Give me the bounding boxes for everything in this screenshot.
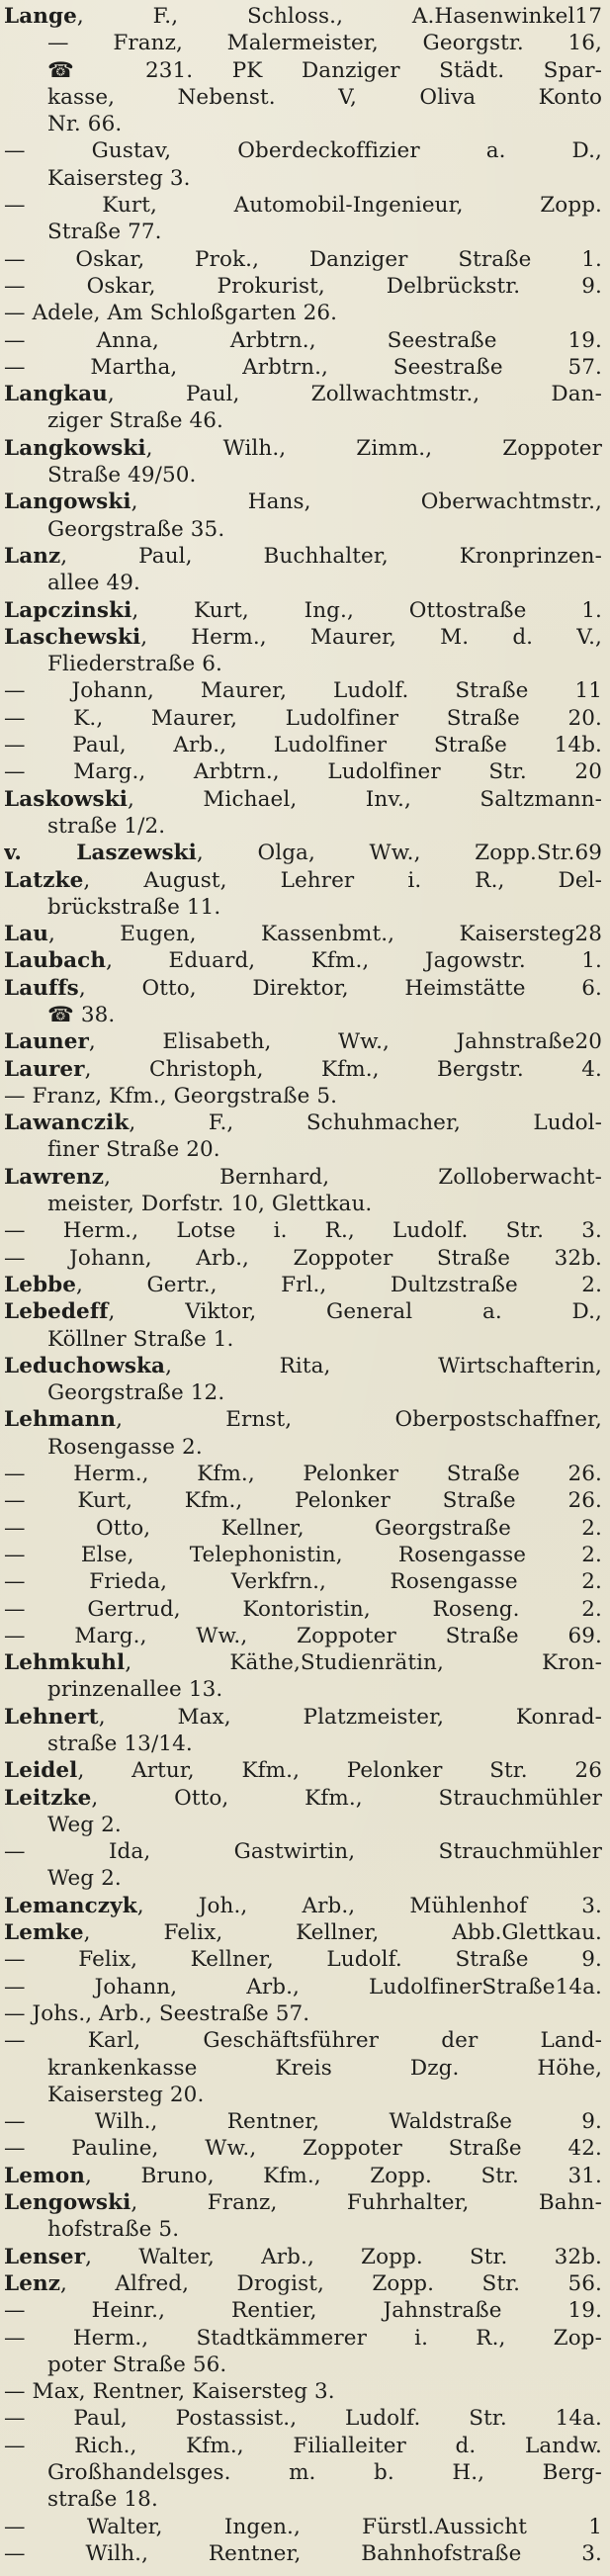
entry-surname: Laskowski xyxy=(4,786,128,812)
entry-details: , Eduard, Kfm., Jagowstr. 1. xyxy=(106,948,602,974)
entry-details: , Viktor, General a. D., xyxy=(108,1299,602,1325)
entry-first-line: — Pauline, Ww., Zoppoter Straße 42. xyxy=(4,2136,602,2162)
entry-first-line xyxy=(4,1649,602,1676)
entry-first-line xyxy=(4,1406,602,1433)
directory-entry xyxy=(4,705,602,732)
entry-continuation-line: hofstraße 5. xyxy=(47,2217,180,2243)
entry-first-line xyxy=(4,1757,602,1784)
entry-surname: Laubach xyxy=(4,948,107,974)
entry-details: , Paul, Zollwachtmstr., Dan- xyxy=(107,382,602,407)
entry-surname: Leduchowska xyxy=(4,1353,166,1378)
entry-first-line xyxy=(4,1353,602,1379)
directory-entry xyxy=(4,1406,602,1461)
entry-surname: Lebbe xyxy=(4,1272,77,1297)
directory-entry xyxy=(4,246,602,273)
entry-continuation-line: — Franz, Malermeister, Georgstr. 16, xyxy=(47,31,602,56)
directory-entry xyxy=(4,1704,602,1758)
entry-details: , Bernhard, Zolloberwacht- xyxy=(104,1164,602,1190)
entry-surname: Lengowski xyxy=(4,2190,131,2216)
entry-continuation-line: Georgstraße 35. xyxy=(47,516,225,542)
directory-entry xyxy=(4,947,602,974)
entry-first-line: — Karl, Geschäftsführer der Land- xyxy=(4,2028,602,2054)
directory-entry xyxy=(4,1487,602,1514)
entry-continuation-line: Nr. 66. xyxy=(47,112,123,137)
entry-details: , Wilh., Zimm., Zoppoter xyxy=(145,435,602,461)
entry-first-line: — Herm., Lotse i. R., Ludolf. Str. 3. xyxy=(4,1218,602,1244)
entry-first-line: — Heinr., Rentier, Jahnstraße 19. xyxy=(4,2298,602,2324)
entry-details: , Kurt, Ing., Ottostraße 1. xyxy=(131,597,602,623)
entry-surname: Leitzke xyxy=(4,1785,92,1811)
directory-entry xyxy=(4,273,602,300)
directory-entry xyxy=(4,1272,602,1298)
entry-first-line xyxy=(4,2163,602,2189)
entry-first-line: — Gustav, Oberdeckoffizier a. D., xyxy=(4,138,602,164)
directory-entry xyxy=(4,1353,602,1407)
directory-entry xyxy=(4,2163,602,2189)
entry-surname: Latzke xyxy=(4,867,84,893)
entry-first-line xyxy=(4,543,602,570)
entry-continuation-line: Fliederstraße 6. xyxy=(47,652,222,677)
entry-continuation-line: ☎ 38. xyxy=(47,1002,116,1027)
directory-entry xyxy=(4,354,602,381)
directory-entry xyxy=(4,1056,602,1083)
entry-first-line: — Gertrud, Kontoristin, Roseng. 2. xyxy=(4,1596,602,1622)
directory-entry xyxy=(4,1785,602,1839)
entry-details: , Rita, Wirtschafterin, xyxy=(165,1353,602,1378)
entry-first-line: — Oskar, Prokurist, Delbrückstr. 9. xyxy=(4,273,602,299)
entry-first-line: — Anna, Arbtrn., Seestraße 19. xyxy=(4,327,602,353)
entry-surname: Lemanczyk xyxy=(4,1893,137,1918)
directory-entry xyxy=(4,1083,602,1110)
directory-entry xyxy=(4,1596,602,1623)
entry-continuation-line: allee 49. xyxy=(47,571,140,596)
directory-entry xyxy=(4,300,602,326)
directory-entry xyxy=(4,2000,602,2027)
directory-entry xyxy=(4,1542,602,1568)
entry-first-line xyxy=(4,3,602,30)
entry-first-line: — Walter, Ingen., Fürstl.Aussicht 1 xyxy=(4,2514,602,2539)
directory-entry xyxy=(4,192,602,246)
entry-first-line: — Herm., Kfm., Pelonker Straße 26. xyxy=(4,1462,602,1487)
entry-first-line: — Else, Telephonistin, Rosengasse 2. xyxy=(4,1542,602,1567)
entry-details: , Bruno, Kfm., Zopp. Str. 31. xyxy=(85,2163,602,2188)
entry-first-line: — Felix, Kellner, Ludolf. Straße 9. xyxy=(4,1947,602,1973)
entry-details: , Felix, Kellner, Abb.Glettkau. xyxy=(83,1920,602,1946)
directory-entry xyxy=(4,786,602,841)
entry-first-line: — Adele, Am Schloßgarten 26. xyxy=(4,301,338,326)
directory-entry xyxy=(4,921,602,947)
entry-continuation-line: Köllner Straße 1. xyxy=(47,1326,234,1352)
entry-surname: Langowski xyxy=(4,489,131,515)
entry-first-line xyxy=(4,1110,602,1136)
entry-first-line: — Wilh., Rentner, Bahnhofstraße 3. xyxy=(4,2540,602,2566)
entry-continuation-line: ziger Straße 46. xyxy=(47,408,223,434)
entry-details: , Herm., Maurer, M. d. V., xyxy=(140,624,602,650)
entry-first-line xyxy=(4,489,602,515)
entry-surname: Laschewski xyxy=(4,624,141,650)
entry-surname: Lau xyxy=(4,922,48,947)
directory-entry xyxy=(4,2189,602,2244)
entry-first-line xyxy=(4,435,602,462)
entry-first-line xyxy=(4,2244,602,2270)
entry-surname: Lebedeff xyxy=(4,1299,109,1325)
entry-details: , Eugen, Kassenbmt., Kaisersteg28 xyxy=(47,922,602,947)
entry-surname: Leidel xyxy=(4,1758,78,1784)
directory-entry xyxy=(4,758,602,785)
entry-surname: Lehmkuhl xyxy=(4,1650,126,1676)
entry-first-line xyxy=(4,1785,602,1812)
directory-entry xyxy=(4,1946,602,1973)
entry-surname: Lanz xyxy=(4,543,61,569)
directory-entry xyxy=(4,2405,602,2432)
directory-entry xyxy=(4,1893,602,1919)
directory-entry xyxy=(4,489,602,543)
entry-surname: Launer xyxy=(4,1029,89,1055)
entry-details: , Käthe,Studienrätin, Kron- xyxy=(125,1650,602,1676)
entry-continuation-line: poter Straße 56. xyxy=(47,2352,227,2377)
entry-first-line: — Oskar, Prok., Danziger Straße 1. xyxy=(4,246,602,272)
directory-entry xyxy=(4,1110,602,1164)
entry-first-line: — Johann, Maurer, Ludolf. Straße 11 xyxy=(4,678,602,704)
directory-entry xyxy=(4,1515,602,1542)
entry-details: , August, Lehrer i. R., Del- xyxy=(83,867,602,893)
entry-details: , Gertr., Frl., Dultzstraße 2. xyxy=(76,1272,602,1297)
directory-entry xyxy=(4,1919,602,1946)
entry-first-line: — Franz, Kfm., Georgstraße 5. xyxy=(4,1083,338,1109)
directory-entry xyxy=(4,1838,602,1893)
entry-surname: Lenser xyxy=(4,2244,86,2269)
entry-continuation-line: straße 18. xyxy=(47,2487,158,2513)
directory-entry xyxy=(4,2433,602,2514)
entry-continuation-line: meister, Dorfstr. 10, Glettkau. xyxy=(47,1192,373,1217)
entry-surname: Laurer xyxy=(4,1056,85,1082)
entry-first-line xyxy=(4,1056,602,1083)
entry-continuation-line: Straße 77. xyxy=(47,220,162,245)
entry-surname: Lemon xyxy=(4,2163,86,2188)
directory-entry xyxy=(4,1298,602,1353)
entry-details: , F., Schuhmacher, Ludol- xyxy=(129,1110,602,1136)
entry-details: , Max, Platzmeister, Konrad- xyxy=(98,1704,602,1730)
entry-first-line xyxy=(4,381,602,407)
entry-details: , Michael, Inv., Saltzmann- xyxy=(127,786,602,812)
directory-entry xyxy=(4,1623,602,1649)
entry-first-line xyxy=(4,947,602,974)
entry-first-line xyxy=(4,921,602,947)
entry-continuation-line: Straße 49/50. xyxy=(47,463,197,489)
entry-continuation-line: krankenkasse Kreis Dzg. Höhe, xyxy=(47,2055,602,2081)
directory-entry xyxy=(4,327,602,354)
entry-first-line: — Marg., Ww., Zoppoter Straße 69. xyxy=(4,1623,602,1648)
directory-entry xyxy=(4,732,602,758)
entry-surname: Lehmann xyxy=(4,1407,117,1433)
directory-entry xyxy=(4,3,602,137)
entry-surname: Langkau xyxy=(4,382,108,407)
entry-details: , Ernst, Oberpostschaffner, xyxy=(116,1407,602,1433)
entry-continuation-line: straße 1/2. xyxy=(47,813,166,839)
entry-details: , Elisabeth, Ww., Jahnstraße20 xyxy=(88,1029,602,1055)
entry-continuation-line: prinzenallee 13. xyxy=(47,1677,223,1703)
directory-entry xyxy=(4,435,602,489)
entry-first-line: — K., Maurer, Ludolfiner Straße 20. xyxy=(4,705,602,731)
entry-surname: Lawrenz xyxy=(4,1164,105,1190)
entry-continuation-line: straße 13/14. xyxy=(47,1732,193,1756)
entry-first-line: — Frieda, Verkfrn., Rosengasse 2. xyxy=(4,1569,602,1595)
entry-first-line: — Kurt, Kfm., Pelonker Straße 26. xyxy=(4,1488,602,1514)
entry-details: , Franz, Fuhrhalter, Bahn- xyxy=(131,2190,602,2216)
entry-continuation-line: Weg 2. xyxy=(47,1866,122,1892)
entry-details: , Olga, Ww., Zopp.Str.69 xyxy=(196,841,602,866)
entry-continuation-line: Großhandelsges. m. b. H., Berg- xyxy=(47,2460,602,2486)
entry-first-line xyxy=(4,597,602,624)
entry-first-line: — Ida, Gastwirtin, Strauchmühler xyxy=(4,1839,602,1865)
entry-first-line: — Paul, Postassist., Ludolf. Str. 14a. xyxy=(4,2406,602,2432)
entry-first-line xyxy=(4,1164,602,1191)
entry-surname: Lemke xyxy=(4,1920,84,1946)
directory-entry xyxy=(4,2270,602,2297)
entry-first-line: — Johann, Arb., LudolfinerStraße14a. xyxy=(4,1974,602,1999)
directory-entry xyxy=(4,2244,602,2270)
directory-entry xyxy=(4,137,602,192)
entry-details: , Hans, Oberwachtmstr., xyxy=(131,489,602,515)
entry-continuation-line: Georgstraße 12. xyxy=(47,1380,225,1406)
directory-entry xyxy=(4,1649,602,1704)
directory-entry xyxy=(4,2108,602,2135)
entry-first-line xyxy=(4,840,602,866)
directory-entry xyxy=(4,624,602,678)
entry-first-line xyxy=(4,1028,602,1055)
entry-surname: Lawanczik xyxy=(4,1110,130,1136)
entry-first-line xyxy=(4,786,602,813)
entry-surname: Lauffs xyxy=(4,975,79,1001)
entry-first-line xyxy=(4,2270,602,2297)
entry-first-line xyxy=(4,1704,602,1731)
directory-entry xyxy=(4,1974,602,2000)
directory-entry xyxy=(4,1461,602,1487)
directory-entry xyxy=(4,2297,602,2324)
entry-continuation-line: brückstraße 11. xyxy=(47,894,221,920)
directory-entry xyxy=(4,975,602,1029)
entry-first-line xyxy=(4,624,602,651)
entry-surname: v. Laszewski xyxy=(4,841,197,866)
entry-details: , Christoph, Kfm., Bergstr. 4. xyxy=(84,1056,602,1082)
entry-first-line xyxy=(4,1298,602,1325)
directory-entry xyxy=(4,2378,602,2405)
directory-entry xyxy=(4,2135,602,2162)
entry-details: , Otto, Direktor, Heimstätte 6. xyxy=(78,975,602,1001)
directory-entry xyxy=(4,1028,602,1055)
directory-entry xyxy=(4,2540,602,2567)
directory-entry xyxy=(4,1164,602,1218)
directory-entry xyxy=(4,1217,602,1244)
entry-first-line: — Herm., Stadtkämmerer i. R., Zop- xyxy=(4,2325,602,2351)
entry-first-line: — Marg., Arbtrn., Ludolfiner Str. 20 xyxy=(4,759,602,785)
directory-entry xyxy=(4,1245,602,1272)
entry-continuation-line: Weg 2. xyxy=(47,1812,122,1837)
entry-first-line xyxy=(4,1919,602,1946)
entry-first-line: — Johann, Arb., Zoppoter Straße 32b. xyxy=(4,1245,602,1271)
directory-entry xyxy=(4,2027,602,2108)
entry-first-line: — Kurt, Automobil-Ingenieur, Zopp. xyxy=(4,193,602,219)
entry-continuation-line: finer Straße 20. xyxy=(47,1137,220,1163)
entry-continuation-line: Kaisersteg 20. xyxy=(47,2082,205,2107)
directory-entry xyxy=(4,840,602,866)
entry-first-line: — Rich., Kfm., Filialleiter d. Landw. xyxy=(4,2433,602,2458)
entry-details: , Artur, Kfm., Pelonker Str. 26 xyxy=(77,1758,602,1784)
entry-details: , Otto, Kfm., Strauchmühler xyxy=(91,1785,602,1811)
entry-details: , Walter, Arb., Zopp. Str. 32b. xyxy=(85,2244,602,2269)
entry-first-line: — Otto, Kellner, Georgstraße 2. xyxy=(4,1515,602,1541)
directory-entry xyxy=(4,2325,602,2379)
entry-first-line xyxy=(4,975,602,1002)
entry-surname: Lange xyxy=(4,4,77,29)
directory-entry xyxy=(4,867,602,922)
entry-surname: Lehnert xyxy=(4,1704,99,1730)
entry-first-line xyxy=(4,1272,602,1298)
entry-details: , Paul, Buchhalter, Kronprinzen- xyxy=(60,543,602,569)
entry-surname: Lapczinski xyxy=(4,597,132,623)
entry-continuation-line: ☎ 231. PK Danziger Städt. Spar- xyxy=(47,57,602,83)
entry-first-line xyxy=(4,1893,602,1919)
entry-first-line xyxy=(4,2189,602,2216)
entry-details: , F., Schloss., A.Hasenwinkel17 xyxy=(76,4,602,29)
entry-surname: Langkowski xyxy=(4,435,146,461)
directory-entry xyxy=(4,2514,602,2540)
entry-continuation-line: Kaisersteg 3. xyxy=(47,165,191,191)
directory-entry xyxy=(4,381,602,435)
directory-entry xyxy=(4,597,602,624)
directory-entry xyxy=(4,543,602,597)
entry-first-line: — Paul, Arb., Ludolfiner Straße 14b. xyxy=(4,733,602,758)
entry-first-line xyxy=(4,867,602,894)
entry-surname: Lenz xyxy=(4,2270,61,2296)
entry-continuation-line: kasse, Nebenst. V, Oliva Konto xyxy=(47,84,602,110)
entry-details: , Alfred, Drogist, Zopp. Str. 56. xyxy=(60,2270,602,2296)
directory-entry xyxy=(4,1568,602,1595)
entry-first-line: — Martha, Arbtrn., Seestraße 57. xyxy=(4,354,602,380)
entry-first-line: — Wilh., Rentner, Waldstraße 9. xyxy=(4,2109,602,2135)
directory-entry xyxy=(4,677,602,704)
entry-details: , Joh., Arb., Mühlenhof 3. xyxy=(136,1893,602,1918)
entry-continuation-line: Rosengasse 2. xyxy=(47,1434,203,1460)
entry-first-line: — Max, Rentner, Kaisersteg 3. xyxy=(4,2379,335,2405)
directory-entry xyxy=(4,1757,602,1784)
entry-first-line: — Johs., Arb., Seestraße 57. xyxy=(4,2000,310,2026)
